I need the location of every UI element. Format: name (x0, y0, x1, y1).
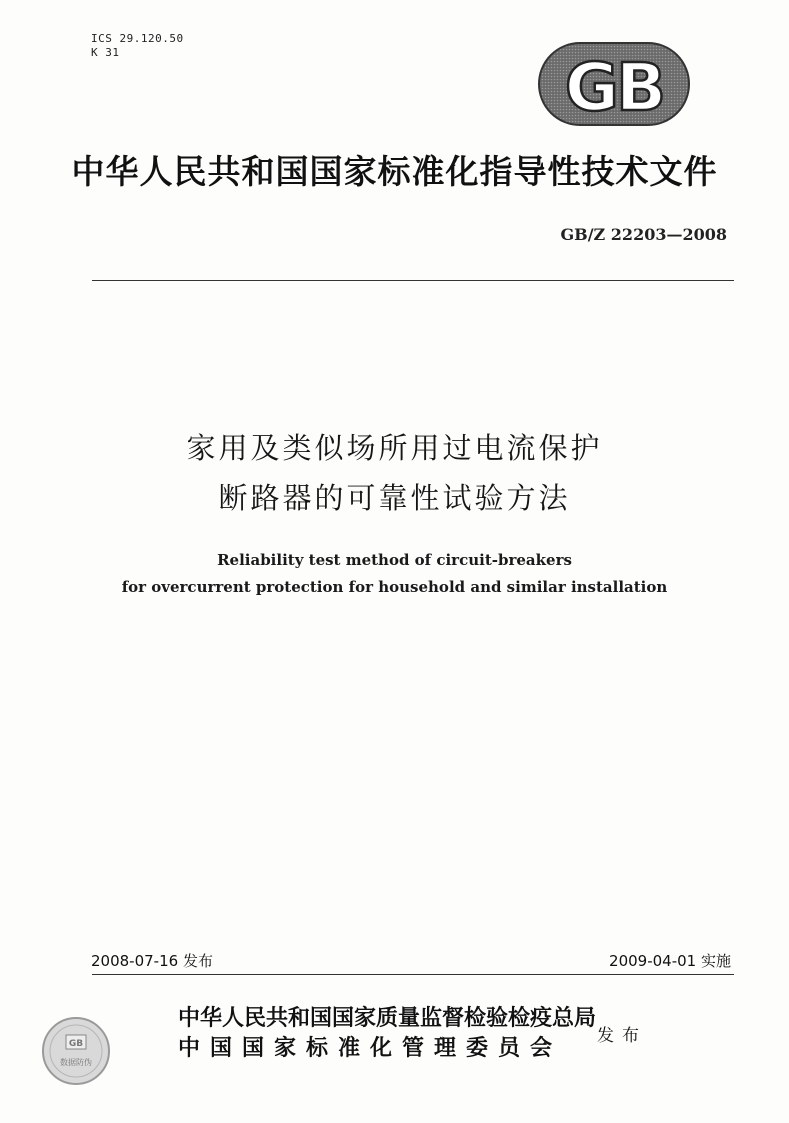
divider-top (92, 280, 734, 281)
divider-bottom (92, 974, 734, 975)
publish-date: 2008-07-16 发布 (91, 952, 213, 970)
ccs-code: K 31 (91, 46, 120, 59)
anti-counterfeit-seal-icon (40, 1015, 112, 1087)
title-en-line2: for overcurrent protection for household and similar installation (121, 578, 668, 596)
issue-label: 发布 (597, 1026, 647, 1046)
title-cn-line1: 家用及类似场所用过电流保护 (186, 431, 603, 465)
standard-number: GB/Z 22203—2008 (560, 225, 727, 244)
svg-text:数据防伪: 数据防伪 (60, 1058, 92, 1067)
issuer-aqsiq: 中华人民共和国国家质量监督检验检疫总局 (178, 1006, 597, 1031)
ics-code: ICS 29.120.50 (91, 32, 184, 45)
classification-codes (91, 32, 184, 60)
gb-logo (538, 42, 690, 126)
svg-text:GB: GB (68, 1039, 84, 1049)
title-en-line1: Reliability test method of circuit-breakers (217, 551, 572, 569)
effective-date: 2009-04-01 实施 (609, 952, 731, 970)
svg-text:GB: GB (564, 49, 664, 126)
issuer-sac: 中国国家标准化管理委员会 (178, 1036, 563, 1061)
title-cn-line2: 断路器的可靠性试验方法 (218, 481, 571, 515)
document-type-heading: 中华人民共和国国家标准化指导性技术文件 (71, 152, 718, 191)
